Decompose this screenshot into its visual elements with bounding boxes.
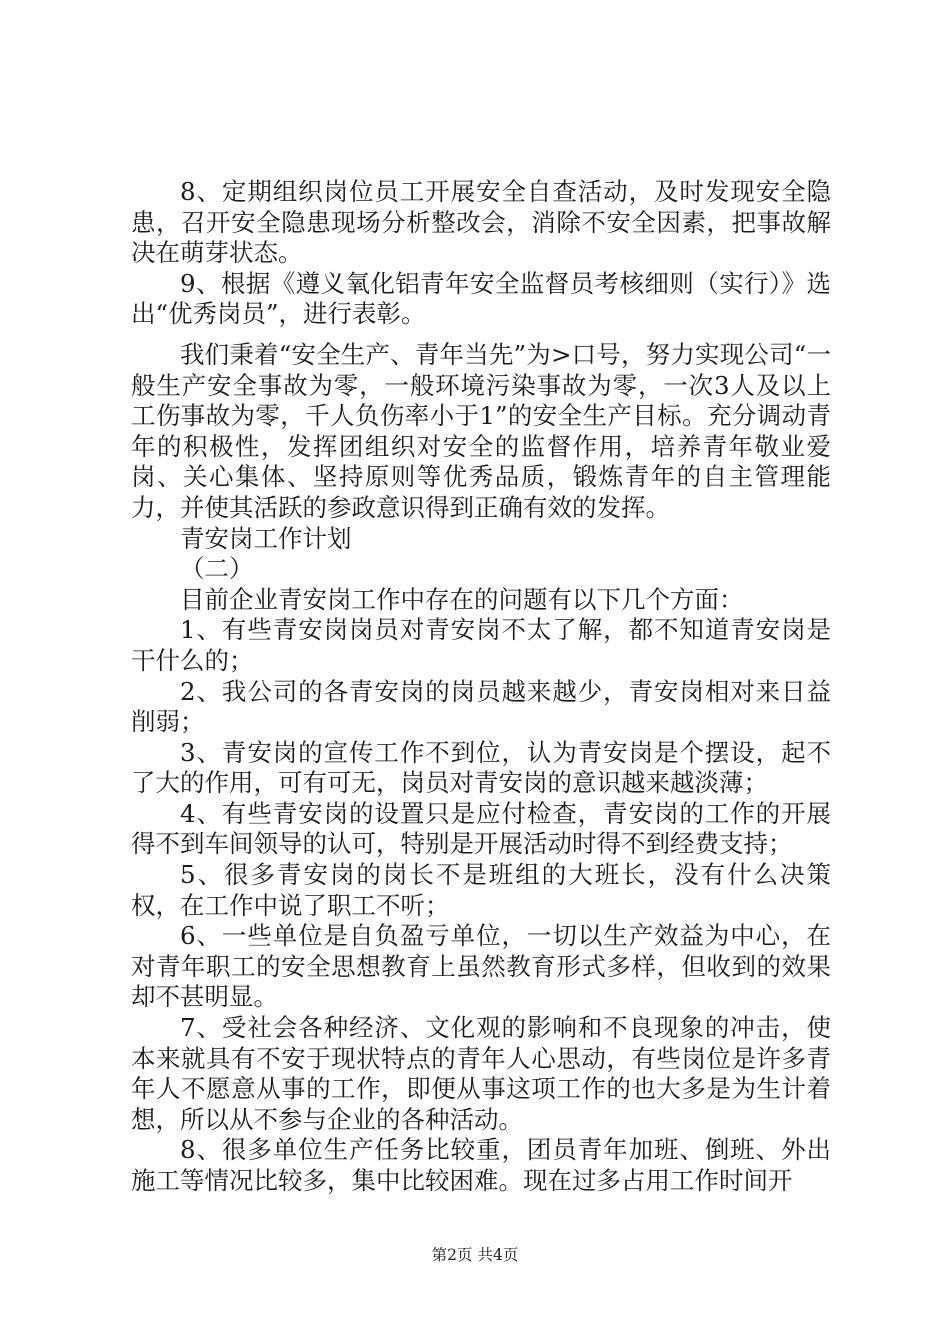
paragraph-item-9-commendation: 9、根据《遵义氧化铝青年安全监督员考核细则（实行）》选出“优秀岗员”，进行表彰。 (131, 268, 831, 329)
paragraph-problems-intro: 目前企业青安岗工作中存在的问题有以下几个方面： (180, 584, 744, 614)
page-indicator: 第2页 共4页 (431, 1246, 519, 1264)
problem-item-6: 6、一些单位是自负盈亏单位，一切以生产效益为中心，在对青年职工的安全思想教育上虽然教育形式多样，但收到的效果却不甚明显。 (131, 921, 831, 1012)
section-title: 青安岗工作计划 (180, 523, 352, 553)
problem-item-2: 2、我公司的各青安岗的岗员越来越少，青安岗相对来日益削弱； (131, 676, 831, 737)
paragraph-safety-goal: 我们秉着“安全生产、青年当先”为>口号，努力实现公司“一般生产安全事故为零，一般环境污染事故为零，一次3人及以上工伤事故为零，千人负伤率小于1”的安全生产目标。充分调动青年的积极性，发挥团组织对安全的监督作用，培养青年敬业爱岗、关心集体、坚持原则等优秀品质，锻炼青年的自主管理能力，并使其活跃的参政意识得到正确有效的发挥。 (131, 339, 831, 522)
paragraph-item-8-self-inspection: 8、定期组织岗位员工开展安全自查活动，及时发现安全隐患，召开安全隐患现场分析整改会，消除不安全因素，把事故解决在萌芽状态。 (131, 177, 831, 268)
problem-item-8: 8、很多单位生产任务比较重，团员青年加班、倒班、外出施工等情况比较多，集中比较困难。现在过多占用工作时间开 (131, 1135, 831, 1195)
page-footer (0, 1243, 950, 1265)
problem-item-5: 5、很多青安岗的岗长不是班组的大班长，没有什么决策权，在工作中说了职工不听； (131, 860, 831, 920)
problem-item-1: 1、有些青安岗岗员对青安岗不太了解，都不知道青安岗是干什么的； (131, 615, 831, 675)
section-number: （二） (180, 554, 254, 584)
document-body (131, 177, 831, 1197)
problem-item-4: 4、有些青安岗的设置只是应付检查，青安岗的工作的开展得不到车间领导的认可，特别是开展活动时得不到经费支持； (131, 798, 831, 859)
problem-item-7: 7、受社会各种经济、文化观的影响和不良现象的冲击，使本来就具有不安于现状特点的青年人心思动，有些岗位是许多青年人不愿意从事的工作，即便从事这项工作的也大多是为生计着想，所以从不参与企业的各种活动。 (131, 1013, 831, 1134)
problem-item-3: 3、青安岗的宣传工作不到位，认为青安岗是个摆设，起不了大的作用，可有可无，岗员对青安岗的意识越来越淡薄； (131, 737, 831, 798)
